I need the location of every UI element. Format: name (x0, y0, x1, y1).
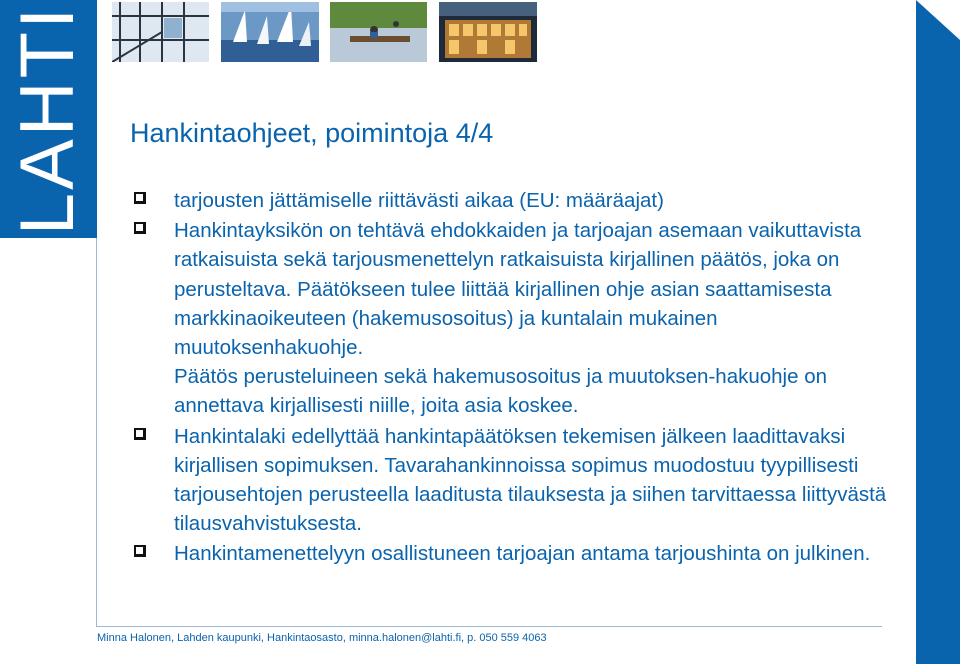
footer-divider (96, 626, 882, 627)
bullet-text: Päätös perusteluineen sekä hakemusosoitus ja muutoksen-hakuohje on annettava kirjallisesti niille, joita asia koskee. (174, 365, 827, 418)
bullet-text: Hankintayksikön on tehtävä ehdokkaiden ja tarjoajan asemaan vaikuttavista ratkaisuista sekä tarjousmenettelyn ratkaisuista kirjallinen päätös, joka on perusteltava. Päätökseen tulee liittää kirjallinen ohje asian saattamisesta markkinaoikeuteen (hakemusosoitus) ja kuntalain mukainen muutoksenhakuohje. (174, 219, 862, 360)
checkbox-bullet-icon (134, 192, 146, 204)
lahti-logo: LAHTI (5, 4, 90, 236)
slide-title: Hankintaohjeet, poimintoja 4/4 (130, 118, 494, 148)
list-item (130, 539, 890, 568)
bullet-text: Hankintalaki edellyttää hankintapäätöksen tekemisen jälkeen laadittavaksi kirjallisen sopimuksen. Tavarahankinnoissa sopimus muodostuu tyypillisesti tarjousehtojen perusteella laaditusta tilauksesta ja siihen tarvittaessa liittyvästä tilausvahvistuksesta. (174, 424, 887, 536)
bullet-list (130, 186, 890, 570)
bullet-text: Hankintamenettelyyn osallistuneen tarjoajan antama tarjoushinta on julkinen. (174, 542, 871, 566)
right-accent-band (916, 0, 960, 664)
photo-glass-building (112, 2, 209, 62)
list-item (130, 216, 890, 420)
list-item (130, 422, 890, 539)
photo-sailboats (221, 2, 319, 62)
checkbox-bullet-icon (134, 428, 146, 440)
logo-band (0, 0, 97, 238)
checkbox-bullet-icon (134, 545, 146, 557)
footer-contact: Minna Halonen, Lahden kaupunki, Hankintaosasto, minna.halonen@lahti.fi, p. 050 559 4063 (97, 632, 547, 644)
left-divider (96, 238, 97, 626)
photo-lakeside-pier (330, 2, 427, 62)
bullet-text: tarjousten jättämiselle riittävästi aikaa (EU: määräajat) (174, 189, 664, 212)
list-item (130, 186, 890, 215)
photo-lit-building (439, 2, 537, 62)
checkbox-bullet-icon (134, 222, 146, 234)
